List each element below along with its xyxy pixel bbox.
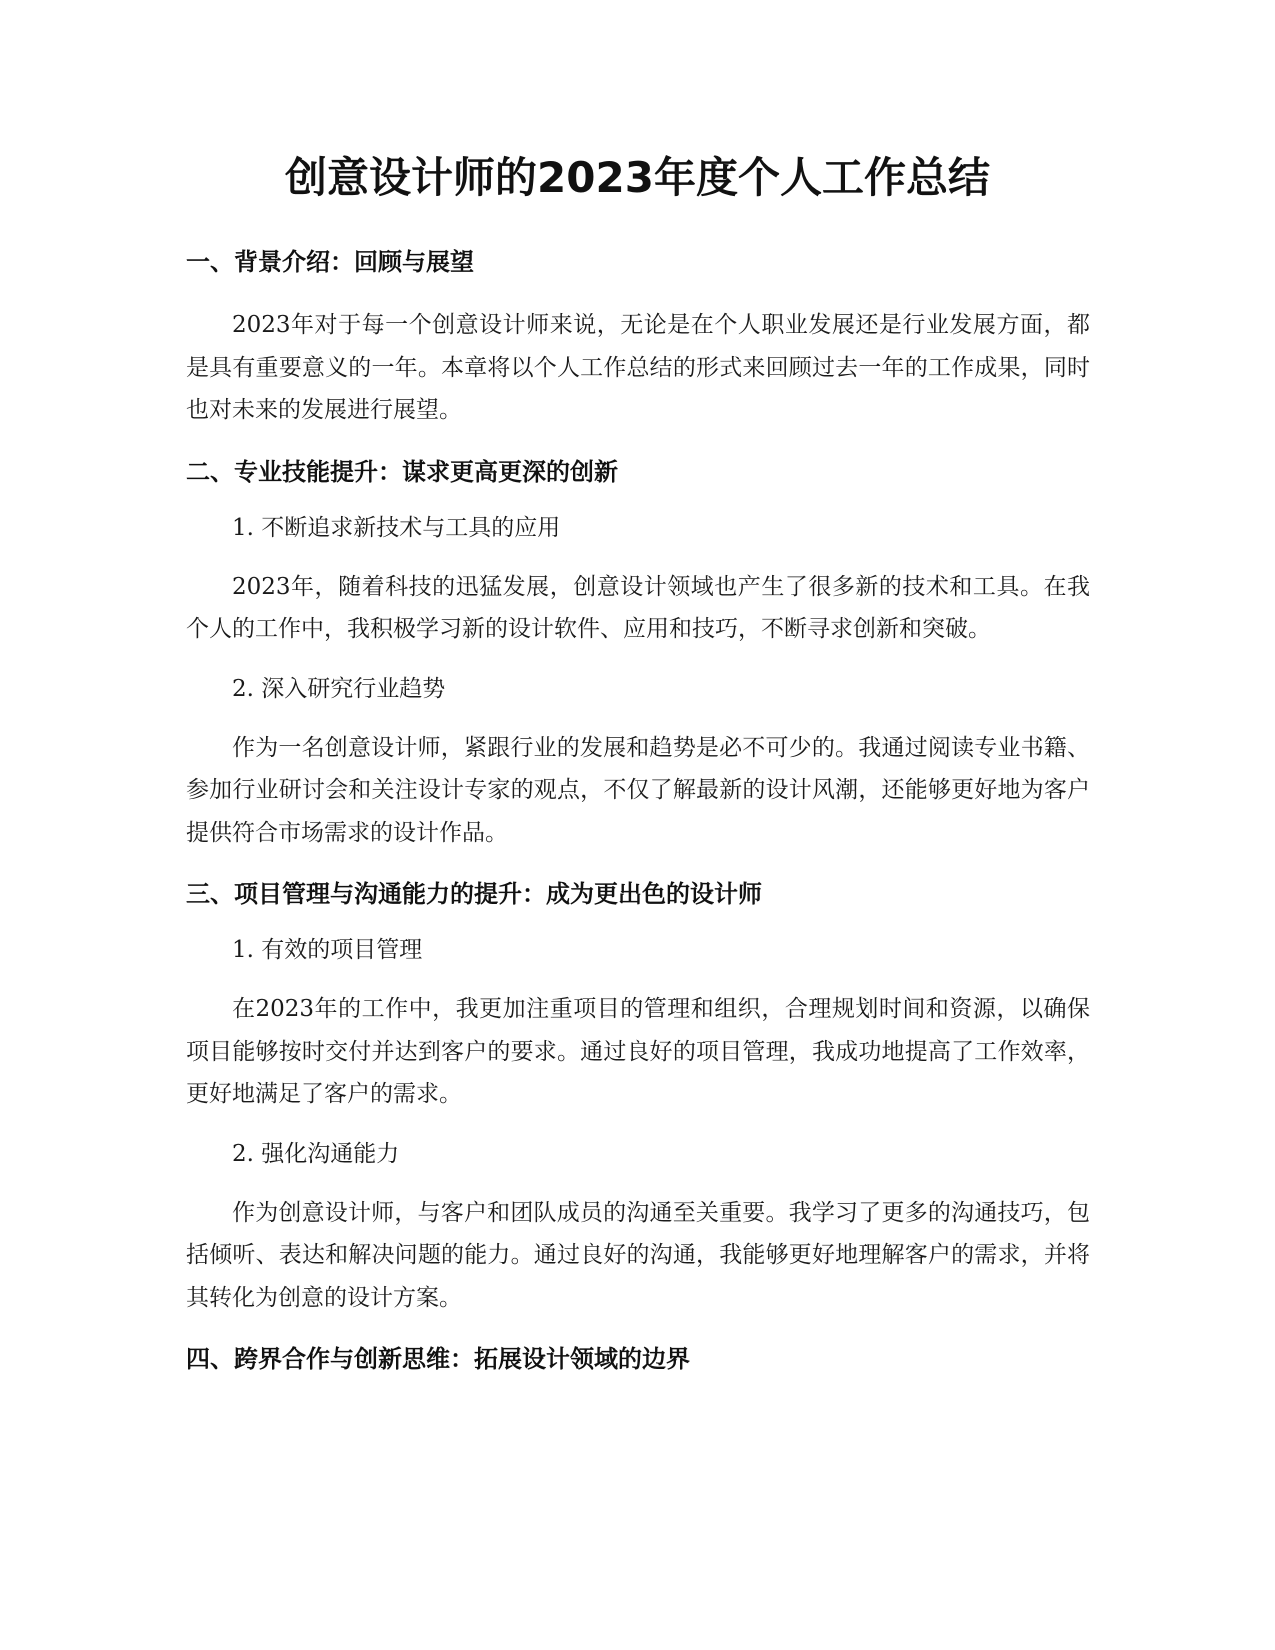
section-3-subheading-1: 1. 有效的项目管理 (232, 937, 423, 963)
section-heading-1: 一、背景介绍：回顾与展望 (186, 248, 474, 276)
section-heading-3: 三、项目管理与沟通能力的提升：成为更出色的设计师 (186, 880, 762, 908)
section-2-paragraph-1: 2023年，随着科技的迅猛发展，创意设计领域也产生了很多新的技术和工具。在我个人的工作中，我积极学习新的设计软件、应用和技巧，不断寻求创新和突破。 (186, 573, 1090, 642)
section-2-paragraph-2: 作为一名创意设计师，紧跟行业的发展和趋势是必不可少的。我通过阅读专业书籍、参加行业研讨会和关注设计专家的观点，不仅了解最新的设计风潮，还能够更好地为客户提供符合市场需求的设计作品。 (186, 734, 1090, 846)
section-heading-4: 四、跨界合作与创新思维：拓展设计领域的边界 (186, 1345, 690, 1373)
document-title: 创意设计师的2023年度个人工作总结 (285, 153, 990, 202)
section-2-subheading-2: 2. 深入研究行业趋势 (232, 675, 446, 702)
document-body (186, 244, 1090, 1377)
section-3-paragraph-2: 作为创意设计师，与客户和团队成员的沟通至关重要。我学习了更多的沟通技巧，包括倾听、表达和解决问题的能力。通过良好的沟通，我能够更好地理解客户的需求，并将其转化为创意的设计方案。 (186, 1199, 1090, 1311)
section-heading-2: 二、专业技能提升：谋求更高更深的创新 (186, 457, 618, 486)
section-2-subheading-1: 1. 不断追求新技术与工具的应用 (232, 514, 561, 541)
section-3-paragraph-1: 在2023年的工作中，我更加注重项目的管理和组织，合理规划时间和资源，以确保项目能够按时交付并达到客户的要求。通过良好的项目管理，我成功地提高了工作效率，更好地满足了客户的需求。 (186, 996, 1090, 1107)
section-1-paragraph: 2023年对于每一个创意设计师来说，无论是在个人职业发展还是行业发展方面，都是具有重要意义的一年。本章将以个人工作总结的形式来回顾过去一年的工作成果，同时也对未来的发展进行展望。 (186, 312, 1090, 423)
section-3-subheading-2: 2. 强化沟通能力 (232, 1140, 400, 1167)
